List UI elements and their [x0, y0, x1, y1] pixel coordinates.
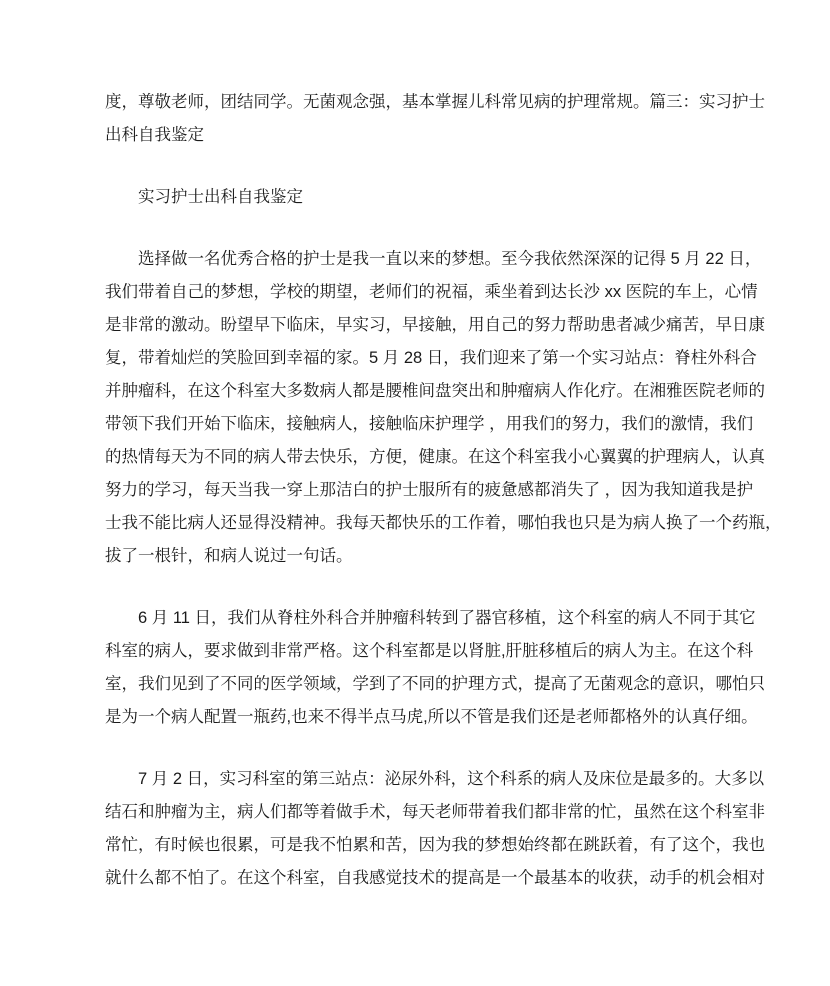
- text-line: 选择做一名优秀合格的护士是我一直以来的梦想。至今我依然深深的记得 5 月 22 日，: [138, 250, 762, 268]
- paragraph-p2: [105, 602, 765, 734]
- paragraph-gap: [105, 214, 732, 243]
- text-line: 我们带着自己的梦想，学校的期望，老师们的祝福，乘坐着到达长沙 xx 医院的车上，心情: [105, 283, 758, 301]
- text-line: 复，带着灿烂的笑脸回到幸福的家。5 月 28 日，我们迎来了第一个实习站点：脊柱外科合: [105, 349, 757, 367]
- document-page: [105, 86, 782, 895]
- text-line: 科室的病人，要求做到非常严格。这个科室都是以肾脏,肝脏移植后的病人为主。在这个科: [105, 642, 754, 660]
- text-line: 室，我们见到了不同的医学领域，学到了不同的护理方式，提高了无菌观念的意识，哪怕只: [105, 675, 765, 693]
- paragraph-intro: [105, 86, 765, 152]
- text-line: 实习护士出科自我鉴定: [138, 188, 303, 206]
- text-line: 度，尊敬老师，团结同学。无菌观念强，基本掌握儿科常见病的护理常规。篇三：实习护士: [105, 93, 765, 111]
- text-line: 努力的学习，每天当我一穿上那洁白的护士服所有的疲惫感都消失了 ，因为我知道我是护: [105, 481, 754, 499]
- text-line: 拔了一根针，和病人说过一句话。: [105, 547, 353, 565]
- text-line: 就什么都不怕了。在这个科室，自我感觉技术的提高是一个最基本的收获，动手的机会相对: [105, 869, 765, 887]
- text-line: 并肿瘤科，在这个科室大多数病人都是腰椎间盘突出和肿瘤病人作化疗。在湘雅医院老师的: [105, 382, 765, 400]
- paragraph-p3: [105, 763, 765, 895]
- text-line: 是为一个病人配置一瓶药,也来不得半点马虎,所以不管是我们还是老师都格外的认真仔细。: [105, 708, 758, 726]
- text-line: 士我不能比病人还显得没精神。我每天都快乐的工作着，哪怕我也只是为病人换了一个药瓶，: [105, 514, 782, 532]
- text-line: 7 月 2 日，实习科室的第三站点：泌尿外科，这个科系的病人及床位是最多的。大多以: [138, 770, 765, 788]
- text-line: 6 月 11 日，我们从脊柱外科合并肿瘤科转到了器官移植，这个科室的病人不同于其它: [138, 609, 756, 627]
- text-line: 常忙，有时候也很累，可是我不怕累和苦，因为我的梦想始终都在跳跃着，有了这个，我也: [105, 836, 765, 854]
- text-line: 是非常的激动。盼望早下临床，早实习，早接触，用自己的努力帮助患者减少痛苦，早日康: [105, 316, 765, 334]
- section-heading: [105, 181, 732, 214]
- text-line: 出科自我鉴定: [105, 126, 204, 144]
- text-line: 结石和肿瘤为主，病人们都等着做手术，每天老师带着我们都非常的忙，虽然在这个科室非: [105, 803, 765, 821]
- paragraph-p1: [105, 243, 782, 573]
- text-line: 的热情每天为不同的病人带去快乐，方便，健康。在这个科室我小心翼翼的护理病人，认真: [105, 448, 765, 466]
- paragraph-gap: [105, 573, 732, 602]
- text-line: 带领下我们开始下临床，接触病人，接触临床护理学 ，用我们的努力，我们的激情，我们: [105, 415, 754, 433]
- paragraph-gap: [105, 734, 732, 763]
- paragraph-gap: [105, 152, 732, 181]
